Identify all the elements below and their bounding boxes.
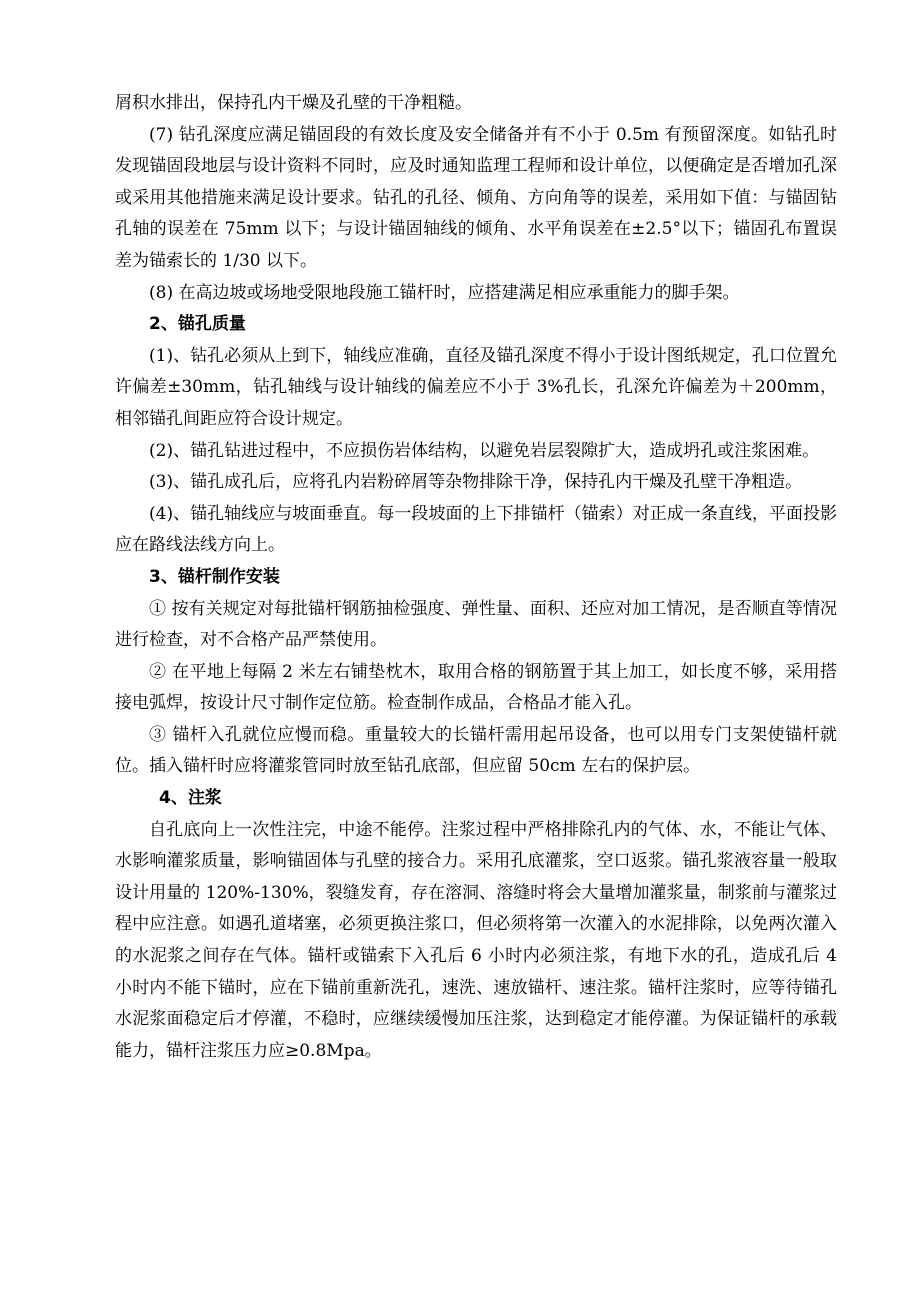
section-heading-anchor-hole-quality: 2、锚孔质量: [149, 314, 246, 335]
paragraph-quality-1: (1)、钻孔必须从上到下，轴线应准确，直径及锚孔深度不得小于设计图纸规定，孔口位置允许偏差±30mm，钻孔轴线与设计轴线的偏差应不小于 3%孔长，孔深允许偏差为＋200mm，相邻锚孔间距应符合设计规定。: [115, 345, 837, 429]
paragraph-fabrication-1: ① 按有关规定对每批锚杆钢筋抽检强度、弹性量、面积、还应对加工情况，是否顺直等情况进行检查，对不合格产品严禁使用。: [115, 598, 837, 651]
paragraph-fabrication-3: ③ 锚杆入孔就位应慢而稳。重量较大的长锚杆需用起吊设备，也可以用专门支架使锚杆就位。插入锚杆时应将灌浆管同时放至钻孔底部，但应留 50cm 左右的保护层。: [115, 724, 837, 777]
paragraph-quality-2: (2)、锚孔钻进过程中，不应损伤岩体结构，以避免岩层裂隙扩大，造成坍孔或注浆困难。: [149, 440, 820, 461]
paragraph-grouting: 自孔底向上一次性注完，中途不能停。注浆过程中严格排除孔内的气体、水，不能让气体、水影响灌浆质量，影响锚固体与孔壁的接合力。采用孔底灌浆，空口返浆。锚孔浆液容量一般取设计用量的 120%-130%，裂缝发育，存在溶洞、溶缝时将会大量增加灌浆量，制浆前与灌浆过程中应注意。如遇孔道堵塞，必须更换注浆口，但必须将第一次灌入的水泥排除，以免两次灌入的水泥浆之间存在气体。锚杆或锚索下入孔后 6 小时内必须注浆，有地下水的孔，造成孔后 4 小时内不能下锚时，应在下锚前重新洗孔，速洗、速放锚杆、速注浆。锚杆注浆时，应等待锚孔水泥浆面稳定后才停灌，不稳时，应继续缓慢加压注浆，达到稳定才能停灌。为保证锚杆的承载能力，锚杆注浆压力应≥0.8Mpa。: [115, 819, 837, 1061]
paragraph-item-8: (8) 在高边坡或场地受限地段施工锚杆时，应搭建满足相应承重能力的脚手架。: [149, 282, 740, 303]
section-heading-grouting: 4、注浆: [159, 788, 222, 809]
paragraph-item-7: (7) 钻孔深度应满足锚固段的有效长度及安全储备并有不小于 0.5m 有预留深度。如钻孔时发现锚固段地层与设计资料不同时，应及时通知监理工程师和设计单位，以便确定是否增加孔深或采用其他措施来满足设计要求。钻孔的孔径、倾角、方向角等的误差，采用如下值：与锚固钻孔轴的误差在 75mm 以下；与设计锚固轴线的倾角、水平角误差在±2.5°以下；锚固孔布置误差为锚索长的 1/30 以下。: [115, 124, 837, 271]
document-page: [115, 88, 837, 1067]
paragraph-fabrication-2: ② 在平地上每隔 2 米左右铺垫枕木，取用合格的钢筋置于其上加工，如长度不够，采用搭接电弧焊，按设计尺寸制作定位筋。检查制作成品，合格品才能入孔。: [115, 661, 837, 714]
paragraph-continuation: 屑积水排出，保持孔内干燥及孔壁的干净粗糙。: [115, 93, 472, 113]
paragraph-quality-3: (3)、锚孔成孔后，应将孔内岩粉碎屑等杂物排除干净，保持孔内干燥及孔壁干净粗造。: [149, 472, 803, 493]
section-heading-anchor-fabrication: 3、锚杆制作安装: [149, 566, 280, 587]
paragraph-quality-4: (4)、锚孔轴线应与坡面垂直。每一段坡面的上下排锚杆（锚索）对正成一条直线，平面投影应在路线法线方向上。: [115, 503, 837, 556]
